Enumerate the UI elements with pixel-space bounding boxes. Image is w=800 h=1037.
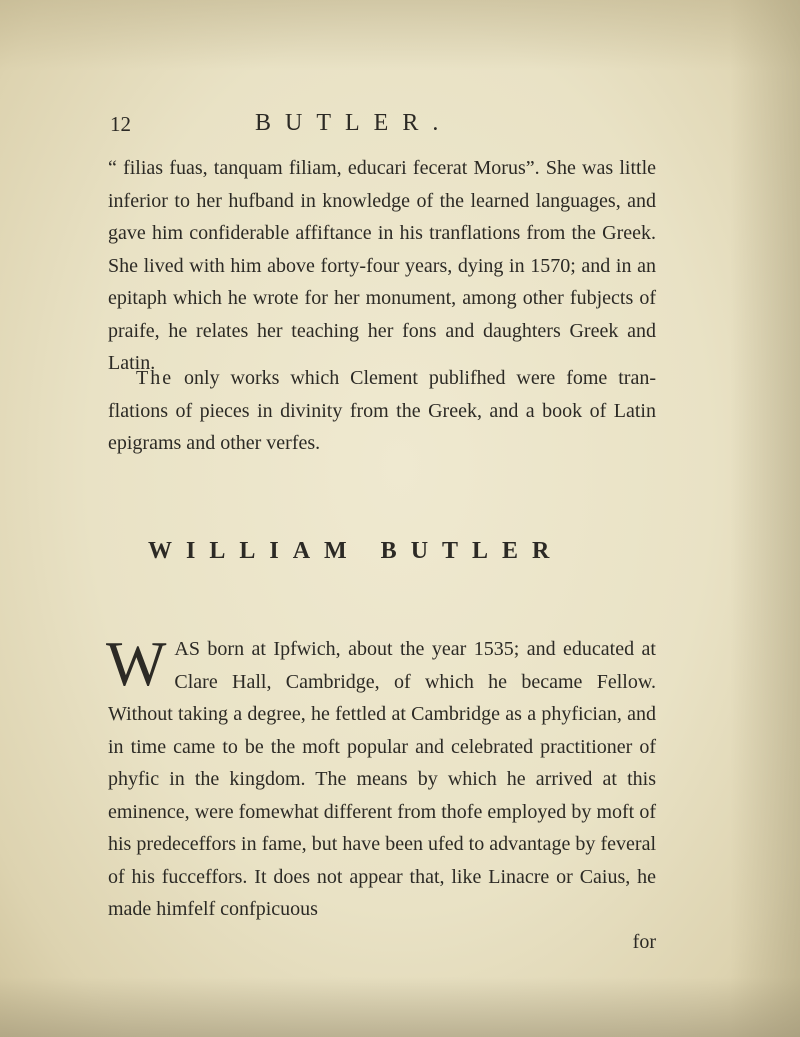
paragraph-2-lead: The bbox=[136, 367, 174, 389]
paragraph-2-body: only works which Clement publifhed were fome tranflations of pieces in divinity from the Greek, and a book of Latin epigrams and other verfes. bbox=[108, 367, 656, 454]
paragraph-3 bbox=[106, 628, 656, 958]
section-heading: WILLIAM BUTLER bbox=[148, 538, 564, 564]
page-number: 12 bbox=[110, 112, 131, 136]
running-head bbox=[110, 112, 690, 142]
drop-cap: W bbox=[106, 628, 167, 699]
page-shadow-top bbox=[0, 0, 800, 70]
paragraph-1: “ filias fuas, tanquam filiam, educari fecerat Morus”. She was little inferior to her hufband in knowledge of the learned languages, and gave him confiderable affiftance in his tranflations from the Greek. She lived with him above forty-four years, dying in 1570; and in an epitaph which he wrote for her monument, among other fubjects of praife, he relates her teaching her fons and daughters Greek and Latin. bbox=[108, 157, 656, 374]
running-title: BUTLER. bbox=[255, 110, 453, 136]
catchword: for bbox=[632, 930, 656, 953]
paragraph-3-body: AS born at Ipfwich, about the year 1535; and educated at Clare Hall, Cambridge, of which he became Fellow. Without taking a degree, he fettled at Cambridge as a phyfician, and in time came to be the moft popular and celebrated practitioner of phyfic in the kingdom. The means by which he arrived at this eminence, were fomewhat different from thofe employed by moft of his predeceffors in fame, but have been ufed to advantage by feveral of his fucceffors. It does not appear that, like Linacre or Caius, he made himfelf confpicuous bbox=[108, 638, 656, 920]
paragraph-2 bbox=[108, 362, 656, 460]
page-shadow-right bbox=[730, 0, 800, 1037]
page-shadow-bottom bbox=[0, 977, 800, 1037]
